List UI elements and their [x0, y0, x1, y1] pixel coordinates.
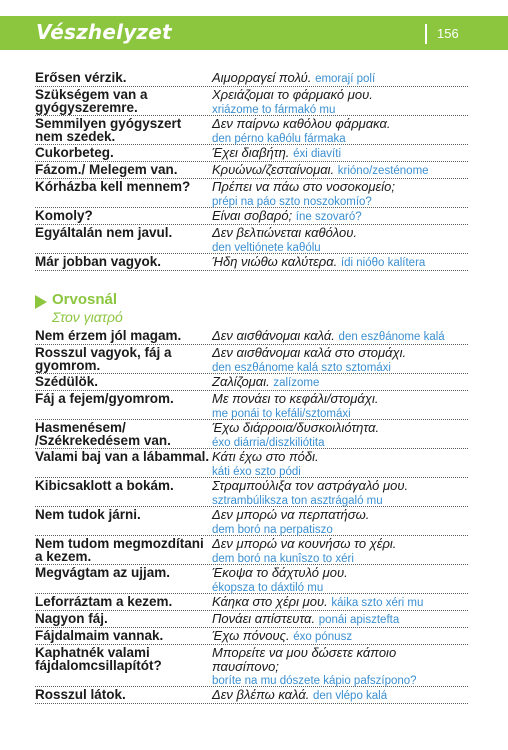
translation-line [212, 406, 468, 422]
translation-line [212, 508, 468, 522]
phrase-row [35, 565, 468, 594]
translation-line [212, 493, 468, 509]
translation-line [212, 464, 468, 480]
greek-translation [212, 179, 468, 207]
greek-translation [212, 116, 468, 144]
translation-line [212, 580, 468, 596]
hungarian-phrase: Fáj a fejem/gyomrom. [35, 391, 174, 406]
chapter-title: Vészhelyzet [36, 20, 172, 44]
greek-translation [212, 507, 468, 535]
translation-line [212, 537, 468, 551]
greek-translation [212, 374, 468, 390]
translation-line [212, 660, 468, 674]
greek-translation [212, 449, 468, 477]
greek-text: Έχει διαβήτη. [212, 145, 290, 160]
greek-translation [212, 208, 468, 224]
pronunciation-text: emorají polí [315, 73, 376, 85]
translation-line [212, 102, 468, 118]
translation-line [212, 551, 468, 567]
greek-translation [212, 145, 468, 161]
phrase-row [35, 87, 468, 116]
greek-translation [212, 70, 468, 86]
pronunciation-text: sztrambúliksza ton asztrágaló mu [212, 494, 383, 507]
hungarian-phrase: Egyáltalán nem javul. [35, 225, 173, 240]
pronunciation-text: íne szovaró? [295, 211, 362, 223]
phrase-row [35, 449, 468, 478]
page-number: 156 [437, 26, 459, 41]
translation-line [212, 131, 468, 147]
phrase-row [35, 254, 468, 271]
greek-text: Δεν βλέπω καλά. [212, 687, 310, 702]
translation-line [212, 629, 468, 645]
translation-line [212, 688, 468, 704]
greek-text: Ήδη νιώθω καλύτερα. [212, 254, 338, 269]
translation-line [212, 566, 468, 580]
phrase-row [35, 225, 468, 254]
pronunciation-text: ídi nióθo kalítera [340, 257, 426, 269]
hungarian-phrase: Fájdalmaim vannak. [35, 628, 164, 643]
translation-line [212, 392, 468, 406]
greek-translation [212, 687, 468, 703]
translation-line [212, 240, 468, 256]
pronunciation-text: ékopsza to dáxtiló mu [212, 581, 324, 594]
phrase-row [35, 179, 468, 208]
greek-translation [212, 420, 468, 448]
phrase-row [35, 162, 468, 179]
greek-text: Είναι σοβαρό; [212, 208, 293, 223]
hungarian-phrase: Valami baj van a lábammal. [35, 449, 210, 464]
greek-text: Δεν βελτιώνεται καθόλου. [212, 225, 358, 240]
pronunciation-text: éxo diárria/diszkiliótita [212, 436, 325, 449]
phrase-row [35, 328, 468, 345]
pronunciation-text: me ponái to kefáli/sztomáxi [212, 407, 351, 420]
hungarian-phrase: Szükségem van a gyógyszeremre. [35, 87, 148, 115]
translation-line [212, 360, 468, 376]
pronunciation-text: den veltiónete kaθólu [212, 241, 321, 254]
hungarian-phrase: Semmilyen gyógyszert nem szedek. [35, 116, 182, 144]
translation-line [212, 522, 468, 538]
hungarian-phrase: Nagyon fáj. [35, 611, 108, 626]
greek-translation [212, 254, 468, 270]
hungarian-phrase: Már jobban vagyok. [35, 254, 162, 269]
phrase-row [35, 594, 468, 611]
greek-text: Έκοψα το δάχτυλό μου. [212, 565, 348, 580]
translation-line [212, 209, 468, 225]
translation-line [212, 163, 468, 179]
translation-line [212, 226, 468, 240]
translation-line [212, 194, 468, 210]
section-subtitle: Στον γιατρό [52, 309, 123, 325]
section-title: Orvosnál [52, 291, 118, 308]
hungarian-phrase: Kibicsaklott a bokám. [35, 478, 174, 493]
greek-translation [212, 645, 468, 686]
phrase-row [35, 374, 468, 391]
greek-translation [212, 611, 468, 627]
greek-translation [212, 162, 468, 178]
translation-line [212, 612, 468, 628]
pronunciation-text: boríte na mu dószete kápio pafszípono? [212, 675, 417, 687]
greek-translation [212, 565, 468, 593]
section-arrow-icon [35, 295, 47, 309]
greek-text: Κάηκα στο χέρι μου. [212, 594, 328, 609]
hungarian-phrase: Kórházba kell mennem? [35, 179, 191, 194]
pronunciation-text: éxi diavíti [293, 148, 341, 160]
translation-line [212, 435, 468, 451]
pronunciation-text: den eszθánome kalá szto sztomáxi [212, 361, 391, 374]
phrase-list-emergency [35, 70, 468, 271]
greek-translation [212, 87, 468, 115]
hungarian-phrase: Rosszul látok. [35, 687, 126, 702]
phrase-row [35, 391, 468, 420]
chapter-header [0, 16, 508, 50]
phrase-row [35, 611, 468, 628]
translation-line [212, 146, 468, 162]
hungarian-phrase: Leforráztam a kezem. [35, 594, 173, 609]
translation-line [212, 88, 468, 102]
pronunciation-text: káika szto xéri mu [331, 597, 424, 609]
hungarian-phrase: Cukorbeteg. [35, 145, 114, 160]
pronunciation-text: ponái apisztefta [318, 614, 400, 626]
greek-text: παυσίπονο; [212, 658, 279, 674]
pronunciation-text: dem boró na kunîszo to xéri [212, 552, 354, 565]
greek-translation [212, 536, 468, 564]
phrase-row [35, 507, 468, 536]
translation-line [212, 646, 468, 660]
pronunciation-text: xriázome to fármakó mu [212, 103, 336, 116]
greek-text: Αιμορραγεί πολύ. [212, 70, 312, 85]
greek-text: Δεν αισθάνομαι καλά. [212, 328, 335, 343]
translation-line [212, 255, 468, 271]
greek-translation [212, 628, 468, 644]
hungarian-phrase: Nem tudom megmozdítani a kezem. [35, 536, 204, 564]
greek-text: Χρειάζομαι το φάρμακό μου. [212, 87, 373, 102]
pronunciation-text: prépi na páo szto noszokomío? [212, 195, 372, 208]
phrase-list-doctor [35, 328, 468, 704]
translation-line [212, 595, 468, 611]
greek-text: Δεν παίρνω καθόλου φάρμακα. [212, 116, 391, 131]
hungarian-phrase: Komoly? [35, 208, 93, 223]
greek-translation [212, 225, 468, 253]
greek-translation [212, 328, 468, 344]
phrase-row [35, 478, 468, 507]
phrase-row [35, 116, 468, 145]
pronunciation-text: krióno/zesténome [337, 165, 429, 177]
header-separator [425, 24, 427, 44]
greek-text: Πρέπει να πάω στο νοσοκομείο; [212, 179, 395, 194]
phrase-row [35, 145, 468, 162]
phrase-row [35, 208, 468, 225]
hungarian-phrase: Nem érzem jól magam. [35, 328, 182, 343]
translation-line [212, 479, 468, 493]
translation-line [212, 71, 468, 87]
phrase-row [35, 687, 468, 704]
hungarian-phrase: Kaphatnék valami fájdalomcsillapítót? [35, 645, 162, 673]
phrase-row [35, 645, 468, 687]
phrase-row [35, 420, 468, 449]
translation-line [212, 421, 468, 435]
hungarian-phrase: Rosszul vagyok, fáj a gyomrom. [35, 345, 172, 373]
translation-line [212, 117, 468, 131]
phrase-row [35, 628, 468, 645]
greek-text: Με πονάει το κεφάλι/στομάχι. [212, 391, 379, 406]
greek-text: Μπορείτε να μου δώσετε κάποιο [212, 645, 397, 660]
greek-translation [212, 478, 468, 506]
translation-line [212, 375, 468, 391]
translation-line [212, 450, 468, 464]
hungarian-phrase: Fázom./ Melegem van. [35, 162, 178, 177]
greek-translation [212, 391, 468, 419]
greek-text: Κάτι έχω στο πόδι. [212, 449, 319, 464]
greek-text: Στραμπούλιξα τον αστράγαλό μου. [212, 478, 409, 493]
phrase-row [35, 345, 468, 374]
greek-text: Δεν μπορώ να περπατήσω. [212, 507, 370, 522]
greek-text: Ζαλίζομαι. [212, 374, 270, 389]
phrase-row [35, 70, 468, 87]
pronunciation-text: den pérno kaθólu fármaka [212, 132, 346, 145]
pronunciation-text: dem boró na perpatiszo [212, 523, 333, 536]
translation-line [212, 180, 468, 194]
greek-text: Έχω πόνους. [212, 628, 290, 643]
greek-translation [212, 345, 468, 373]
hungarian-phrase: Hasmenésem/ /Székrekedésem van. [35, 420, 171, 448]
hungarian-phrase: Szédülök. [35, 374, 99, 389]
phrase-row [35, 536, 468, 565]
translation-line [212, 329, 468, 345]
translation-line [212, 346, 468, 360]
pronunciation-text: káti éxo szto pódi [212, 465, 301, 478]
pronunciation-text: den vlépo kalá [312, 690, 388, 702]
greek-text: Έχω διάρροια/δυσκοιλιότητα. [212, 420, 380, 435]
pronunciation-text: den eszθánome kalá [338, 331, 445, 343]
greek-text: Δεν αισθάνομαι καλά στο στομάχι. [212, 345, 407, 360]
hungarian-phrase: Nem tudok járni. [35, 507, 141, 522]
hungarian-phrase: Erősen vérzik. [35, 70, 127, 85]
pronunciation-text: éxo pónusz [293, 631, 353, 643]
hungarian-phrase: Megvágtam az ujjam. [35, 565, 171, 580]
greek-text: Κρυώνω/ζεσταίνομαι. [212, 162, 335, 177]
greek-translation [212, 594, 468, 610]
pronunciation-text: zalízome [273, 377, 320, 389]
greek-text: Δεν μπορώ να κουνήσω το χέρι. [212, 536, 397, 551]
greek-text: Πονάει απίστευτα. [212, 611, 316, 626]
